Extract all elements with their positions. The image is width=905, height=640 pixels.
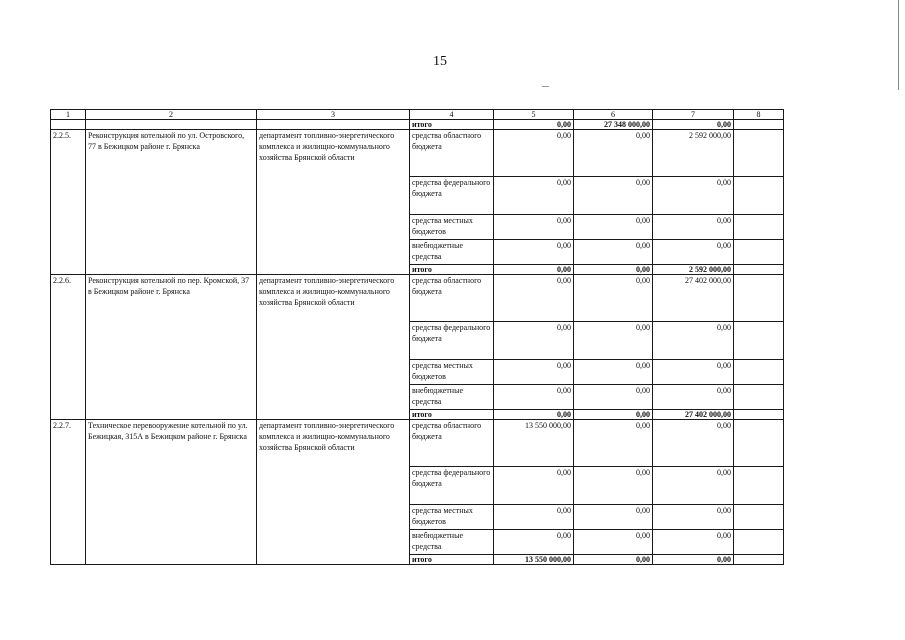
total-label: итого	[410, 265, 494, 275]
header-cell: 4	[410, 110, 494, 120]
funding-row	[51, 130, 784, 177]
total-col7: 0,00	[653, 120, 734, 130]
page-number: 15	[433, 54, 447, 69]
empty-cell	[86, 120, 257, 130]
amount-col5: 0,00	[494, 505, 574, 530]
amount-col7: 0,00	[653, 420, 734, 467]
amount-col6: 0,00	[574, 322, 653, 360]
item-name: Техническое перевооружение котельной по ул. Бежицкая, 315А в Бежицком районе г. Брянска	[86, 420, 257, 565]
item-number: 2.2.5.	[51, 130, 86, 275]
total-col8	[734, 265, 784, 275]
funding-source: средства федерального бюджета	[410, 467, 494, 505]
amount-col6: 0,00	[574, 385, 653, 410]
total-label: итого	[410, 555, 494, 565]
amount-col5: 0,00	[494, 215, 574, 240]
total-col6: 27 348 000,00	[574, 120, 653, 130]
amount-col5: 0,00	[494, 275, 574, 322]
amount-col6: 0,00	[574, 177, 653, 215]
amount-col7: 0,00	[653, 322, 734, 360]
funding-source: средства федерального бюджета	[410, 177, 494, 215]
header-cell: 8	[734, 110, 784, 120]
header-cell: 1	[51, 110, 86, 120]
total-col7: 27 402 000,00	[653, 410, 734, 420]
funding-source: средства местных бюджетов	[410, 505, 494, 530]
amount-col8	[734, 505, 784, 530]
amount-col6: 0,00	[574, 467, 653, 505]
amount-col8	[734, 360, 784, 385]
amount-col6: 0,00	[574, 240, 653, 265]
funding-row	[51, 420, 784, 467]
total-col5: 0,00	[494, 265, 574, 275]
amount-col6: 0,00	[574, 530, 653, 555]
amount-col7: 0,00	[653, 215, 734, 240]
amount-col8	[734, 177, 784, 215]
amount-col6: 0,00	[574, 215, 653, 240]
header-cell: 5	[494, 110, 574, 120]
responsible-department: департамент топливно-энергетического комплекса и жилищно-коммунального хозяйства Брянской области	[257, 420, 410, 565]
amount-col8	[734, 420, 784, 467]
amount-col5: 0,00	[494, 385, 574, 410]
total-label: итого	[410, 410, 494, 420]
empty-cell	[51, 120, 86, 130]
amount-col6: 0,00	[574, 360, 653, 385]
total-col7: 2 592 000,00	[653, 265, 734, 275]
amount-col7: 2 592 000,00	[653, 130, 734, 177]
total-col6: 0,00	[574, 410, 653, 420]
carryover-total-row	[51, 120, 784, 130]
amount-col6: 0,00	[574, 130, 653, 177]
total-col5: 13 550 000,00	[494, 555, 574, 565]
amount-col7: 0,00	[653, 385, 734, 410]
amount-col8	[734, 240, 784, 265]
amount-col7: 0,00	[653, 505, 734, 530]
scan-edge-line	[898, 0, 899, 90]
total-label: итого	[410, 120, 494, 130]
funding-source: внебюджетные средства	[410, 240, 494, 265]
header-row	[51, 110, 784, 120]
amount-col8	[734, 530, 784, 555]
amount-col7: 27 402 000,00	[653, 275, 734, 322]
amount-col7: 0,00	[653, 530, 734, 555]
amount-col8	[734, 385, 784, 410]
total-col6: 0,00	[574, 265, 653, 275]
item-number: 2.2.7.	[51, 420, 86, 565]
amount-col5: 0,00	[494, 530, 574, 555]
amount-col5: 0,00	[494, 177, 574, 215]
funding-source: средства местных бюджетов	[410, 360, 494, 385]
amount-col8	[734, 130, 784, 177]
amount-col6: 0,00	[574, 505, 653, 530]
total-col8	[734, 555, 784, 565]
funding-source: средства областного бюджета	[410, 130, 494, 177]
total-col5: 0,00	[494, 120, 574, 130]
budget-table	[50, 109, 784, 565]
amount-col7: 0,00	[653, 177, 734, 215]
item-number: 2.2.6.	[51, 275, 86, 420]
amount-col7: 0,00	[653, 360, 734, 385]
responsible-department: департамент топливно-энергетического комплекса и жилищно-коммунального хозяйства Брянской области	[257, 275, 410, 420]
responsible-department: департамент топливно-энергетического комплекса и жилищно-коммунального хозяйства Брянской области	[257, 130, 410, 275]
funding-source: внебюджетные средства	[410, 530, 494, 555]
funding-source: средства областного бюджета	[410, 420, 494, 467]
amount-col5: 13 550 000,00	[494, 420, 574, 467]
total-col7: 0,00	[653, 555, 734, 565]
amount-col5: 0,00	[494, 322, 574, 360]
funding-source: средства областного бюджета	[410, 275, 494, 322]
empty-cell	[257, 120, 410, 130]
amount-col5: 0,00	[494, 130, 574, 177]
funding-row	[51, 275, 784, 322]
amount-col8	[734, 322, 784, 360]
header-cell: 6	[574, 110, 653, 120]
amount-col8	[734, 215, 784, 240]
funding-source: средства федерального бюджета	[410, 322, 494, 360]
header-cell: 7	[653, 110, 734, 120]
header-cell: 3	[257, 110, 410, 120]
amount-col7: 0,00	[653, 240, 734, 265]
amount-col8	[734, 275, 784, 322]
amount-col5: 0,00	[494, 240, 574, 265]
header-cell: 2	[86, 110, 257, 120]
amount-col6: 0,00	[574, 275, 653, 322]
item-name: Реконструкция котельной по пер. Кромской, 37 в Бежицком районе г. Брянска	[86, 275, 257, 420]
amount-col5: 0,00	[494, 360, 574, 385]
total-col8	[734, 410, 784, 420]
total-col5: 0,00	[494, 410, 574, 420]
scan-dash-mark	[542, 86, 549, 87]
total-col8	[734, 120, 784, 130]
amount-col5: 0,00	[494, 467, 574, 505]
funding-source: внебюджетные средства	[410, 385, 494, 410]
amount-col7: 0,00	[653, 467, 734, 505]
total-col6: 0,00	[574, 555, 653, 565]
amount-col8	[734, 467, 784, 505]
amount-col6: 0,00	[574, 420, 653, 467]
funding-source: средства местных бюджетов	[410, 215, 494, 240]
item-name: Реконструкция котельной по ул. Островского, 77 в Бежицком районе г. Брянска	[86, 130, 257, 275]
